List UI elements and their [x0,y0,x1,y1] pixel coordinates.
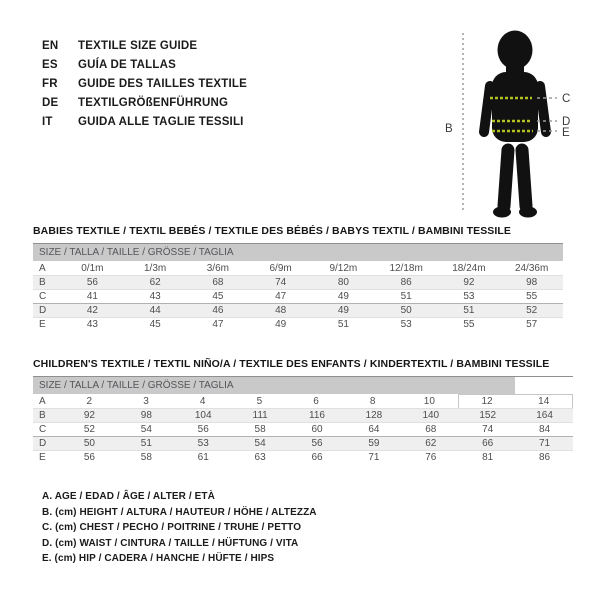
size-cell: 14 [515,394,573,408]
size-cell: 48 [275,305,287,316]
figure-label-d: D [562,116,571,128]
size-cell: 55 [526,291,538,302]
size-cell: 50 [83,438,95,449]
table-row-d [33,436,573,450]
size-cell: 74 [275,277,287,288]
size-cell: 24/36m [514,262,549,274]
row-label: A [39,395,46,407]
size-cell: 63 [254,452,266,463]
language-label: TEXTILE SIZE GUIDE [78,40,198,52]
size-cell: 47 [212,319,224,330]
silhouette-arm-left [484,86,490,132]
legend-line-e: E. (cm) HIP / CADERA / HANCHE / HÜFTE / HIPS [42,553,275,564]
size-cell: 41 [86,291,98,302]
row-label: C [39,424,47,435]
size-cell: 68 [425,424,437,435]
size-cell: 51 [337,319,349,330]
size-cell: 49 [275,319,287,330]
size-cell: 53 [197,438,209,449]
size-cell: 18/24m [452,262,486,274]
babies-section-title: BABIES TEXTILE / TEXTIL BEBÉS / TEXTILE DES BÉBÉS / BABYS TEXTIL / BAMBINI TESSILE [33,225,512,237]
table-row-c [33,289,563,303]
size-cell: 12 [458,394,516,408]
size-cell: 3/6m [206,262,229,274]
legend-line-b: B. (cm) HEIGHT / ALTURA / HAUTEUR / HÖHE / ALTEZZA [42,506,317,518]
size-cell: 92 [83,410,95,421]
size-cell: 84 [539,424,551,435]
size-cell: 45 [212,291,224,302]
language-code: ES [42,59,58,71]
size-cell: 49 [337,305,349,316]
size-cell: 9/12m [329,262,358,274]
size-cell: 52 [526,305,538,316]
language-code: DE [42,97,59,109]
size-cell: 58 [254,424,266,435]
size-cell: 43 [149,291,161,302]
measurement-legend [42,489,317,567]
size-cell: 56 [83,452,95,463]
row-label: E [39,452,46,463]
size-cell: 54 [254,438,266,449]
size-cell: 47 [275,291,287,302]
size-cell: 43 [86,319,98,330]
size-cell: 68 [212,277,224,288]
language-code: EN [42,40,59,52]
table-row-b [33,408,573,422]
size-cell: 52 [83,424,95,435]
size-cell: 116 [309,410,325,421]
size-cell: 10 [423,395,435,407]
silhouette-leg-right [522,150,526,206]
row-label: A [39,262,46,274]
table-row-d [33,303,563,317]
size-cell: 64 [368,424,380,435]
size-cell: 71 [539,438,551,449]
size-cell: 46 [212,305,224,316]
size-cell: 71 [368,452,380,463]
size-cell: 86 [539,452,551,463]
size-cell: 54 [140,424,152,435]
size-cell: 66 [311,452,323,463]
size-cell: 152 [479,410,497,421]
row-label: D [39,305,47,316]
size-cell: 4 [199,395,206,407]
babies-size-table [33,243,563,331]
legend-line-d: D. (cm) WAIST / CINTURA / TAILLE / HÜFTUNG / VITA [42,537,299,549]
size-cell: 80 [337,277,349,288]
language-label: GUÍA DE TALLAS [78,59,176,71]
size-cell: 53 [463,291,475,302]
size-cell: 6 [313,395,319,407]
size-cell: 8 [369,395,376,407]
language-label: GUIDE DES TAILLES TEXTILE [78,78,247,90]
size-cell: 62 [425,438,437,449]
silhouette-leg-left [504,150,508,206]
size-cell: 98 [526,277,538,288]
language-list [42,37,247,132]
size-cell: 58 [140,452,152,463]
table-row-a [33,394,573,408]
size-cell: 45 [149,319,161,330]
size-cell: 51 [140,438,152,449]
size-cell: 5 [256,395,263,407]
child-silhouette-figure [440,20,590,225]
row-label: B [39,277,46,288]
legend-line-a: A. AGE / EDAD / ÂGE / ALTER / ETÀ [42,491,215,502]
size-cell: 53 [400,319,412,330]
size-cell: 86 [400,277,412,288]
babies-table-header: SIZE / TALLA / TAILLE / GRÖSSE / TAGLIA [33,244,563,261]
size-cell: 56 [86,277,98,288]
size-cell: 57 [526,319,538,330]
size-cell: 3 [143,395,149,407]
language-label: GUIDA ALLE TAGLIE TESSILI [78,116,244,128]
size-cell: 74 [482,424,494,435]
size-cell: 164 [536,410,553,421]
language-row-es [42,56,247,75]
size-cell: 59 [368,438,380,449]
children-size-table [33,376,573,464]
legend-line-c: C. (cm) CHEST / PECHO / POITRINE / TRUHE / PETTO [42,522,302,533]
row-label: B [39,410,46,421]
size-cell: 55 [463,319,475,330]
size-cell: 6/9m [269,262,292,274]
size-cell: 60 [311,424,323,435]
language-code: FR [42,78,58,90]
size-cell: 66 [482,438,494,449]
figure-label-e: E [562,127,570,139]
size-cell: 2 [86,395,93,407]
size-cell: 92 [463,277,475,288]
size-cell: 61 [197,452,209,463]
size-cell: 56 [197,424,209,435]
language-label: TEXTILGRÖßENFÜHRUNG [78,97,229,109]
size-cell: 128 [365,410,383,421]
language-code: IT [42,116,53,128]
size-cell: 12/18m [389,262,423,274]
size-cell: 98 [140,410,152,421]
size-cell: 51 [400,291,412,302]
size-cell: 104 [194,410,212,421]
table-row-e [33,317,563,331]
babies-table-body [33,261,563,331]
language-row-fr [42,75,247,94]
table-row-e [33,450,573,464]
size-cell: 50 [400,305,412,316]
children-table-body [33,394,573,464]
row-label: D [39,438,47,449]
size-cell: 56 [311,438,323,449]
language-row-en [42,37,247,56]
size-cell: 62 [149,277,161,288]
children-table-header: SIZE / TALLA / TAILLE / GRÖSSE / TAGLIA [33,377,573,394]
language-row-de [42,94,247,113]
size-cell: 111 [252,410,268,421]
row-label: E [39,319,46,330]
table-row-a [33,261,563,275]
size-cell: 49 [337,291,349,302]
figure-label-c: C [562,93,571,105]
language-row-it [42,113,247,132]
table-row-b [33,275,563,289]
size-cell: 44 [149,305,161,316]
silhouette-arm-right [540,86,546,132]
row-label: C [39,291,47,302]
size-cell: 42 [86,305,98,316]
figure-label-b: B [445,123,453,135]
size-cell: 1/3m [144,262,167,274]
size-cell: 76 [425,452,437,463]
children-section-title: CHILDREN'S TEXTILE / TEXTIL NIÑO/A / TEXTILE DES ENFANTS / KINDERTEXTIL / BAMBINI TESSILE [33,358,550,370]
table-row-c [33,422,573,436]
size-cell: 81 [482,452,494,463]
size-cell: 140 [422,410,440,421]
size-cell: 0/1m [81,262,104,274]
size-cell: 51 [463,305,475,316]
